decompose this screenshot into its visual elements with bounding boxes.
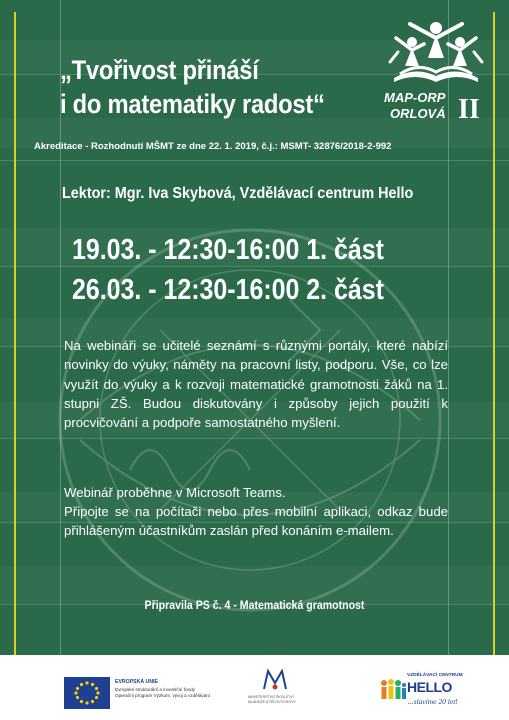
eu-title: EVROPSKÁ UNIE bbox=[115, 679, 158, 685]
date-line-1: 19.03. - 12:30-16:00 1. část bbox=[72, 234, 384, 266]
hello-name: HELLO bbox=[407, 679, 452, 695]
msmt-emblem-icon bbox=[262, 669, 288, 691]
hello-people-icon bbox=[380, 677, 406, 701]
accreditation-text: Akreditace - Rozhodnutí MŠMT ze dne 22. 1. 2019, č.j.: MSMT- 32876/2018-2-992 bbox=[34, 141, 392, 152]
hello-top-label: VZDĚLÁVACÍ CENTRUM bbox=[407, 673, 463, 678]
eu-line-2: Operační program Výzkum, vývoj a vzdělávání bbox=[115, 693, 210, 698]
description-paragraph: Na webináři se učitelé seznámí s různými portály, které nabízí novinky do výuky, náměty na pracovní listy, podporu. Vše, co lze využít do výuky a k rozvoji matematické gramotnosti žáků na 1. stupni ZŠ. Budou diskutovány i způsoby jejich použití k procvičování a podpoře samostatného myšlení. bbox=[64, 338, 448, 431]
map-orp-logo-icon bbox=[380, 18, 492, 130]
eu-line-1: Evropské strukturální a investiční fondy bbox=[115, 687, 195, 692]
eu-flag-icon bbox=[64, 677, 110, 709]
hello-slogan: ...slavíme 20 let! bbox=[408, 697, 458, 706]
title-line-1: „Tvořivost přináší bbox=[60, 55, 259, 85]
eu-logo-block bbox=[52, 663, 232, 713]
logo-text-line1: MAP-ORP bbox=[384, 90, 446, 105]
hello-logo-block bbox=[378, 659, 468, 715]
msmt-line-2: MLÁDEŽE A TĚLOVÝCHOVY bbox=[248, 700, 296, 704]
lecturer-text: Lektor: Mgr. Iva Skybová, Vzdělávací centrum Hello bbox=[62, 185, 414, 202]
logo-numeral: II bbox=[458, 94, 480, 125]
logo-text-line2: ORLOVÁ bbox=[390, 106, 446, 121]
msmt-logo-block bbox=[240, 663, 340, 713]
title-line-2: i do matematiky radost“ bbox=[60, 89, 325, 119]
date-line-2: 26.03. - 12:30-16:00 2. část bbox=[72, 274, 384, 306]
msmt-line-1: MINISTERSTVO ŠKOLSTVÍ, bbox=[248, 695, 295, 699]
connect-paragraph: Připojte se na počítači nebo přes mobilní aplikaci, odkaz bude přihlášeným účastníkům zaslán před konáním e-mailem. bbox=[64, 504, 448, 539]
footer-logos bbox=[0, 655, 509, 720]
teams-line: Webinář proběhne v Microsoft Teams. bbox=[64, 485, 286, 500]
prepared-by-text: Připravila PS č. 4 - Matematická gramotnost bbox=[144, 600, 365, 612]
